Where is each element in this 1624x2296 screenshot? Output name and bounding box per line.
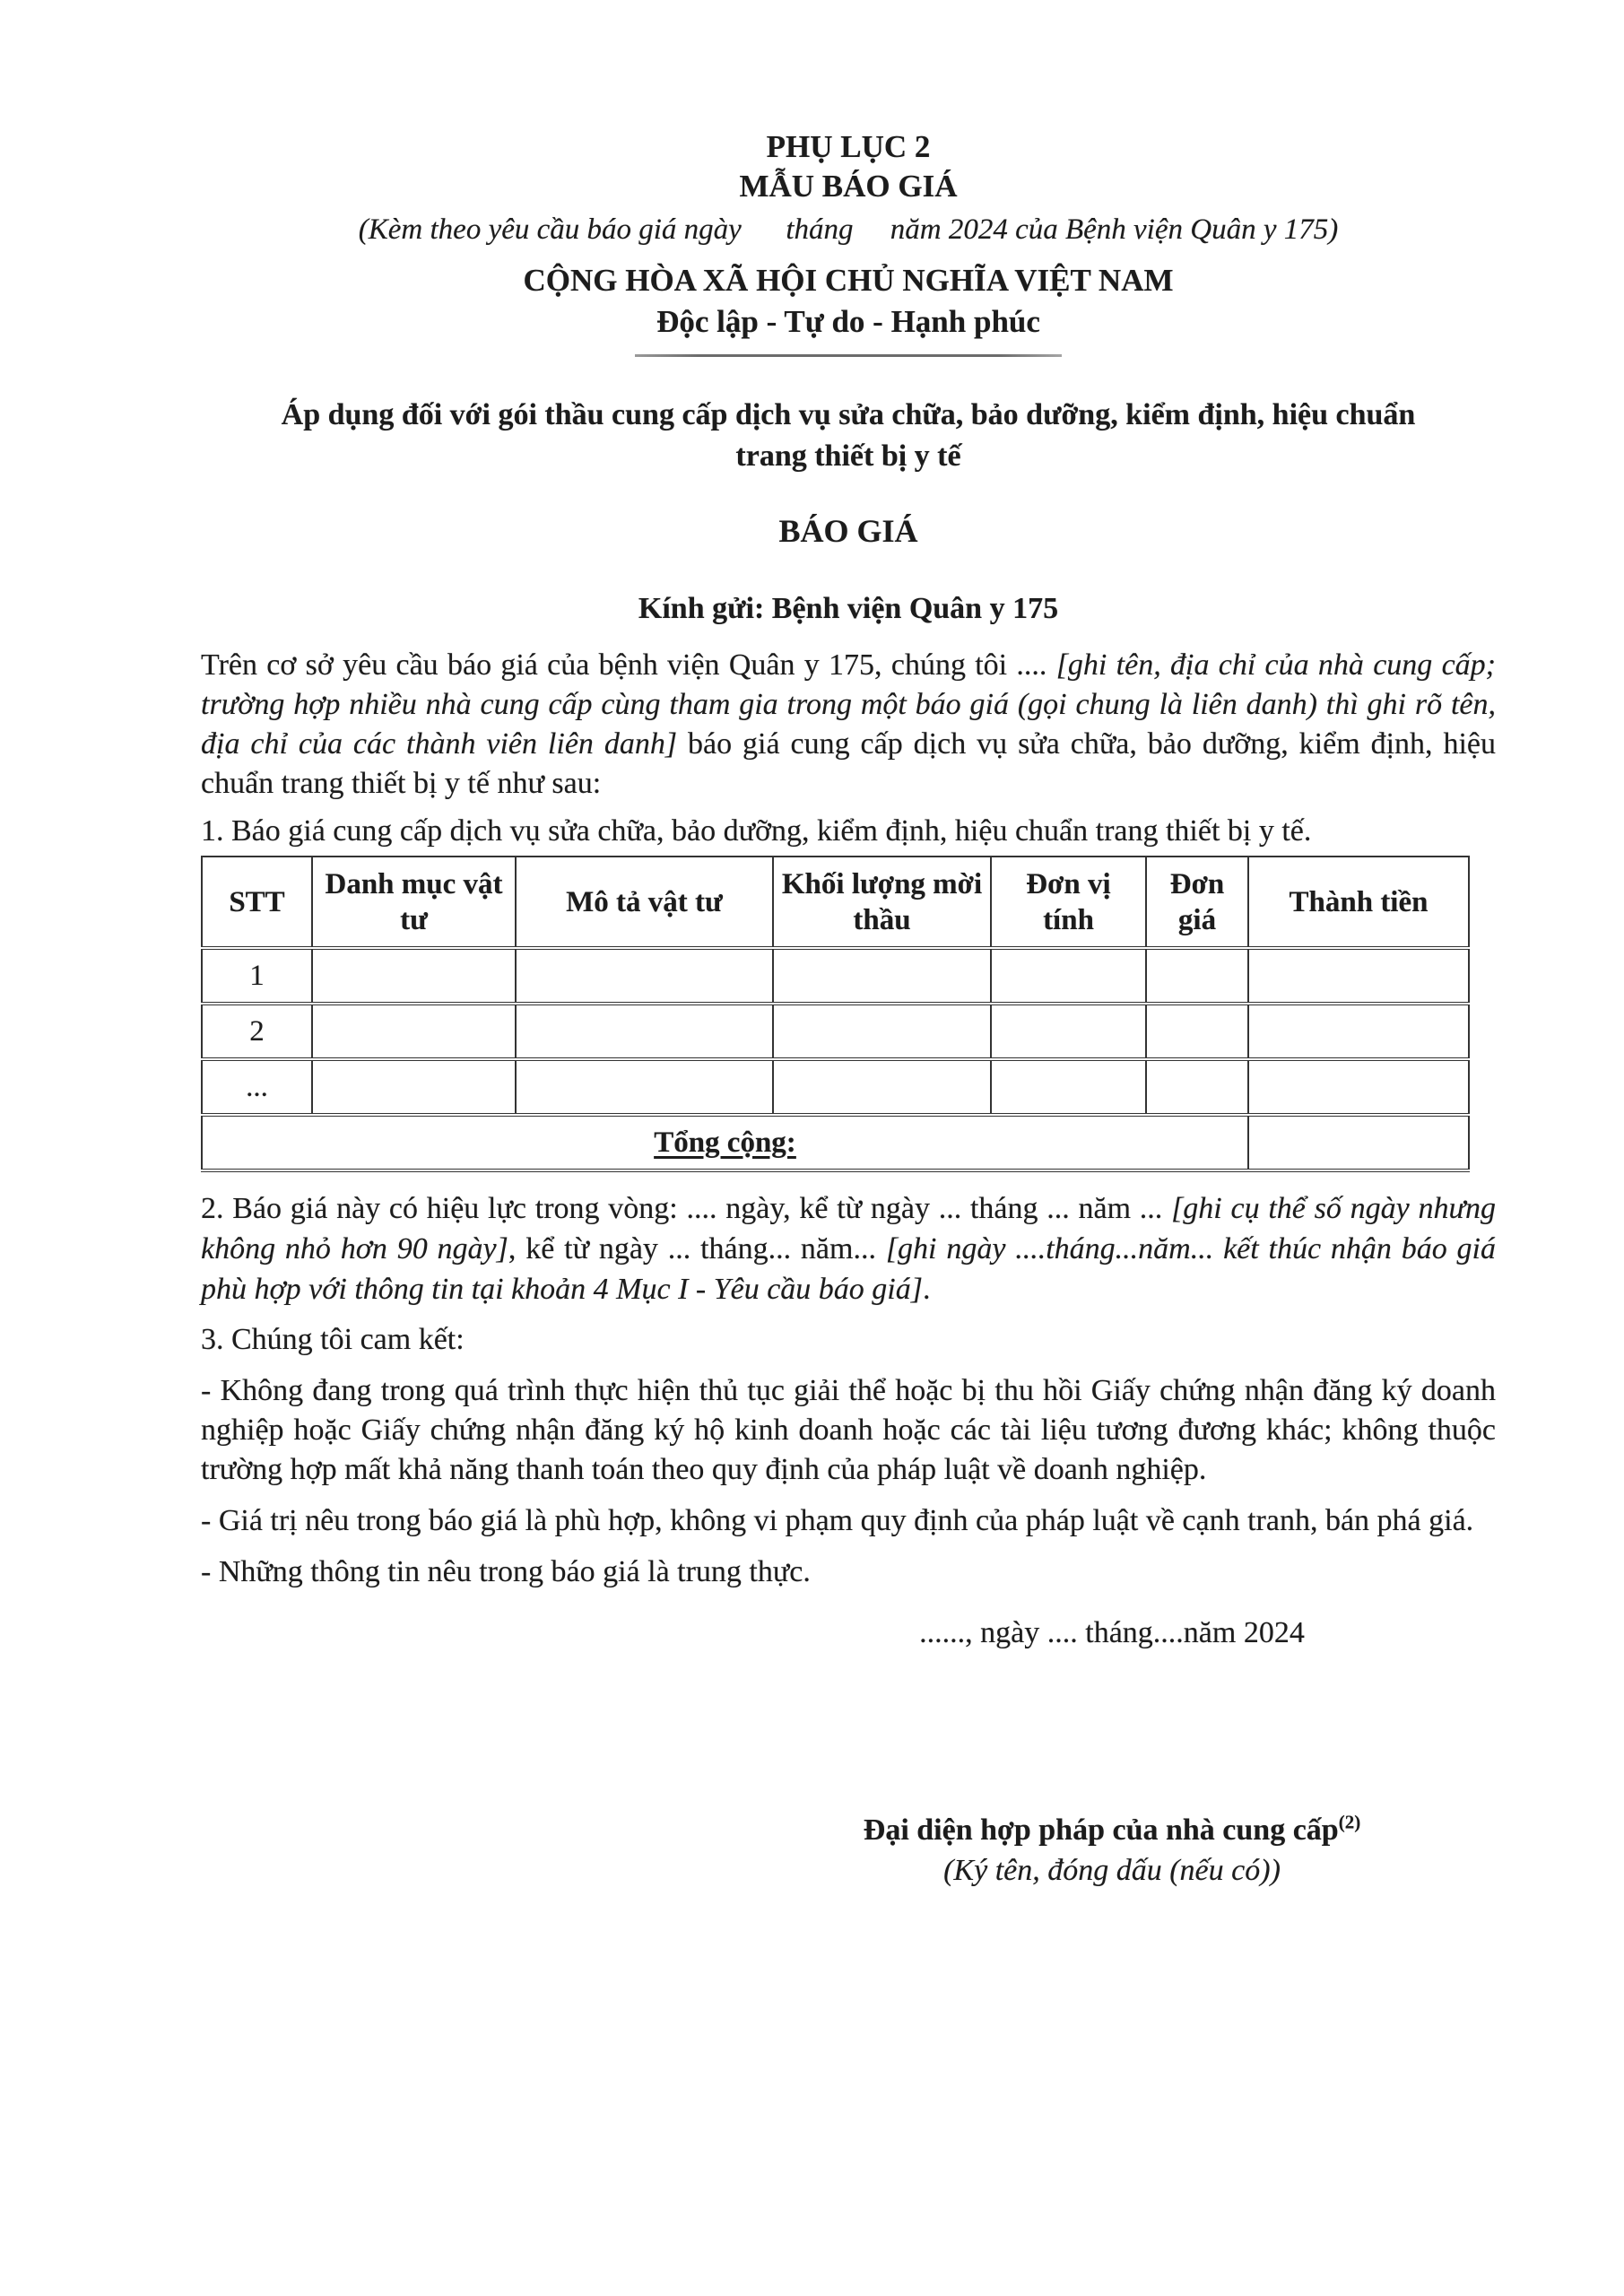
- national-title: CỘNG HÒA XÃ HỘI CHỦ NGHĨA VIỆT NAM: [523, 263, 1174, 298]
- intro-paragraph: [201, 646, 1496, 804]
- cell-khoi-luong: [773, 1004, 991, 1059]
- motto-underline-rule: [635, 354, 1062, 357]
- validity-part3: .: [922, 1273, 931, 1306]
- cell-thanh-tien: [1248, 1004, 1469, 1059]
- cell-don-vi: [991, 948, 1146, 1004]
- form-title: MẪU BÁO GIÁ: [739, 169, 958, 204]
- cell-danh-muc: [312, 1004, 516, 1059]
- appendix-title: PHỤ LỤC 2: [766, 129, 931, 164]
- date-line: ......, ngày .... tháng....năm 2024: [919, 1616, 1305, 1649]
- col-header-mo-ta-vat-tu: Mô tả vật tư: [516, 857, 773, 948]
- table-row: [202, 1004, 1469, 1059]
- cell-khoi-luong: [773, 948, 991, 1004]
- cell-mo-ta: [516, 1004, 773, 1059]
- commitment-item: - Giá trị nêu trong báo giá là phù hợp, không vi phạm quy định của pháp luật về cạnh tranh, bán phá giá.: [201, 1504, 1474, 1537]
- quotation-table-header: [202, 857, 1469, 948]
- cell-stt: 2: [202, 1004, 312, 1059]
- signer-title-footnote-ref: (2): [1338, 1811, 1361, 1833]
- cell-don-gia: [1146, 1059, 1248, 1115]
- cell-stt: 1: [202, 948, 312, 1004]
- section1-heading: 1. Báo giá cung cấp dịch vụ sửa chữa, bảo dưỡng, kiểm định, hiệu chuẩn trang thiết bị y tế.: [201, 814, 1312, 848]
- cell-khoi-luong: [773, 1059, 991, 1115]
- salutation: Kính gửi: Bệnh viện Quân y 175: [638, 592, 1059, 625]
- signature-note: (Ký tên, đóng dấu (nếu có)): [943, 1854, 1281, 1887]
- validity-note-2: [ghi ngày ....tháng...năm... kết thúc nhận báo giá phù hợp với thông tin tại khoản 4 Mục I - Yêu cầu báo giá]: [201, 1232, 1496, 1306]
- cell-mo-ta: [516, 1059, 773, 1115]
- cell-stt: ...: [202, 1059, 312, 1115]
- total-label: Tổng cộng:: [654, 1126, 796, 1159]
- scope-line-1: Áp dụng đối với gói thầu cung cấp dịch vụ sửa chữa, bảo dưỡng, kiểm định, hiệu chuẩn: [281, 398, 1416, 431]
- cell-mo-ta: [516, 948, 773, 1004]
- total-label-cell: [202, 1115, 1248, 1170]
- scope-block: [201, 395, 1496, 477]
- cell-don-vi: [991, 1059, 1146, 1115]
- signer-title: [798, 1811, 1426, 1850]
- cell-danh-muc: [312, 1059, 516, 1115]
- col-header-thanh-tien: Thành tiền: [1248, 857, 1469, 948]
- col-header-stt: STT: [202, 857, 312, 948]
- attachment-note: (Kèm theo yêu cầu báo giá ngày tháng năm 2024 của Bệnh viện Quân y 175): [358, 213, 1339, 246]
- col-header-don-vi-tinh: Đơn vị tính: [991, 857, 1146, 948]
- validity-paragraph: [201, 1188, 1496, 1309]
- cell-danh-muc: [312, 948, 516, 1004]
- col-header-khoi-luong-moi-thau: Khối lượng mời thầu: [773, 857, 991, 948]
- cell-don-gia: [1146, 948, 1248, 1004]
- commitment-item: - Không đang trong quá trình thực hiện thủ tục giải thể hoặc bị thu hồi Giấy chứng nhận đăng ký doanh nghiệp hoặc Giấy chứng nhận đăng ký hộ kinh doanh hoặc các tài liệu tương đương khác; không thuộc trường hợp mất khả năng thanh toán theo quy định của pháp luật về doanh nghiệp.: [201, 1374, 1496, 1486]
- intro-lead: Trên cơ sở yêu cầu báo giá của bệnh viện Quân y 175, chúng tôi ....: [201, 648, 1056, 682]
- closing-block: [798, 1613, 1426, 1892]
- col-header-danh-muc-vat-tu: Danh mục vật tư: [312, 857, 516, 948]
- table-header-row: [202, 857, 1469, 948]
- validity-note-1: [ghi cụ thể số ngày nhưng không nhỏ hơn 90 ngày]: [201, 1192, 1497, 1265]
- table-row: [202, 1059, 1469, 1115]
- col-header-don-gia: Đơn giá: [1146, 857, 1248, 948]
- table-total-row: [202, 1115, 1469, 1170]
- signer-title-text: Đại diện hợp pháp của nhà cung cấp: [863, 1813, 1339, 1847]
- intro-tail: báo giá cung cấp dịch vụ sửa chữa, bảo dưỡng, kiểm định, hiệu chuẩn trang thiết bị y tế như sau:: [201, 727, 1497, 800]
- cell-thanh-tien: [1248, 1059, 1469, 1115]
- table-row: [202, 948, 1469, 1004]
- quotation-table: [201, 856, 1470, 1172]
- scope-line-2: trang thiết bị y tế: [735, 439, 961, 473]
- cell-don-gia: [1146, 1004, 1248, 1059]
- national-motto: Độc lập - Tự do - Hạnh phúc: [656, 304, 1040, 339]
- document-title: BÁO GIÁ: [778, 513, 918, 549]
- commitments-heading: 3. Chúng tôi cam kết:: [201, 1323, 465, 1356]
- validity-part2: , kể từ ngày ... tháng... năm...: [508, 1232, 886, 1265]
- commitment-item: - Những thông tin nêu trong báo giá là trung thực.: [201, 1555, 811, 1588]
- total-value-cell: [1248, 1115, 1469, 1170]
- cell-don-vi: [991, 1004, 1146, 1059]
- validity-part1: 2. Báo giá này có hiệu lực trong vòng: .... ngày, kể từ ngày ... tháng ... năm ...: [201, 1192, 1172, 1225]
- cell-thanh-tien: [1248, 948, 1469, 1004]
- intro-bracket-note: [ghi tên, địa chỉ của nhà cung cấp; trường hợp nhiều nhà cung cấp cùng tham gia trong một báo giá (gọi chung là liên danh) thì ghi rõ tên, địa chỉ của các thành viên liên danh]: [201, 648, 1497, 761]
